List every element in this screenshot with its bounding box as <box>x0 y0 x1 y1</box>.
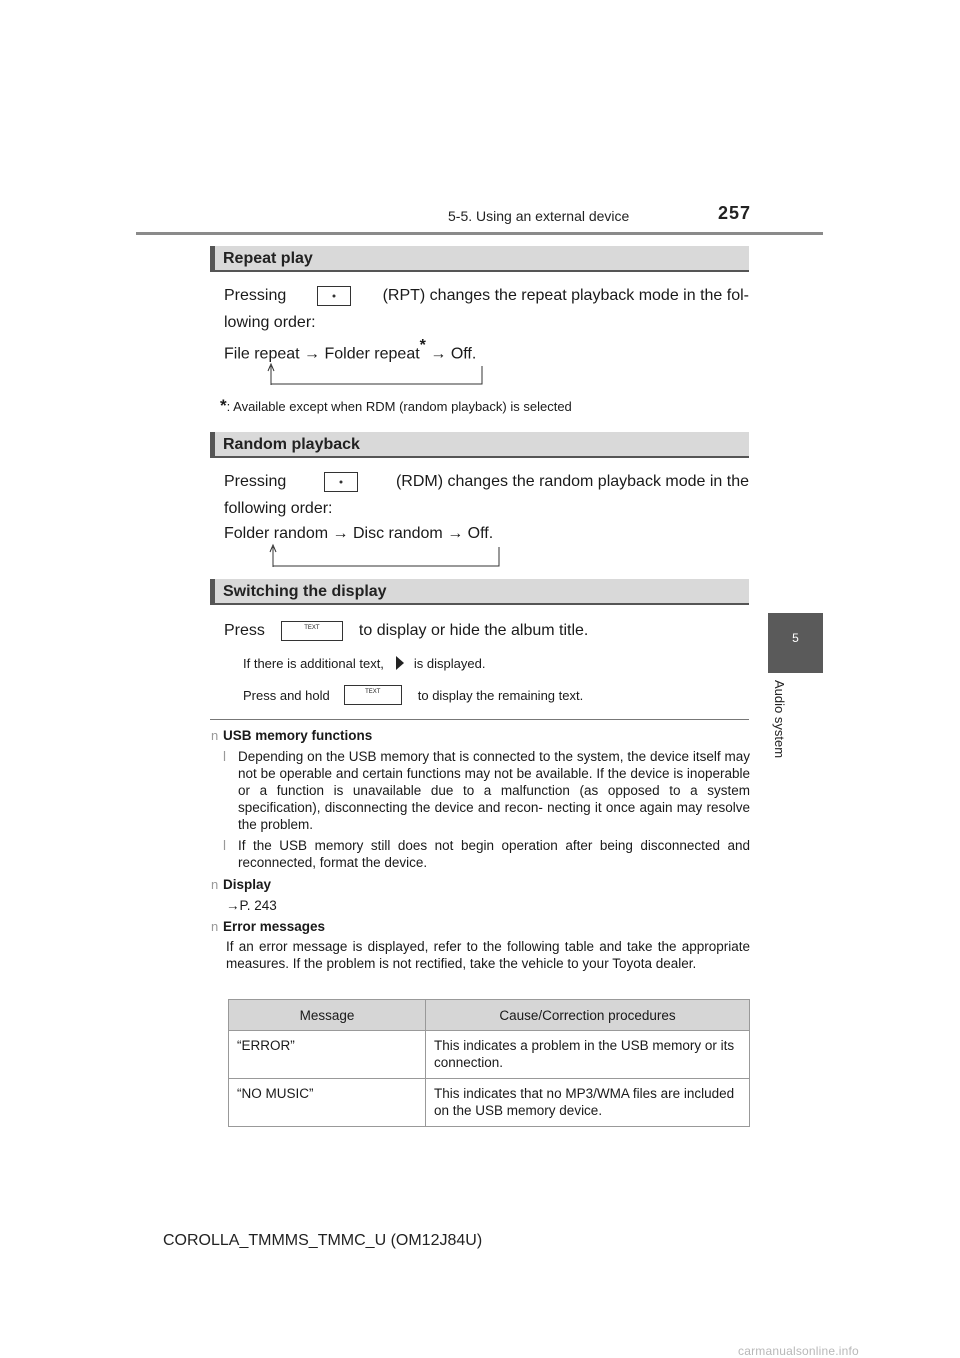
chapter-label: Audio system <box>772 680 787 759</box>
bullet-icon: l <box>223 749 226 764</box>
repeat-play-text: Pressing (RPT) changes the repeat playback mode in the fol- lowing order: File repeat → Folder repeat* → Off. <box>224 287 749 363</box>
bullet-icon: n <box>211 877 219 892</box>
chapter-tab <box>768 613 823 673</box>
bullet-icon: l <box>223 838 226 853</box>
cause-cell: This indicates that no MP3/WMA files are included on the USB memory device. <box>426 1079 750 1127</box>
notes-divider <box>210 719 749 720</box>
header-rule <box>136 232 823 235</box>
table-header-row <box>229 1000 750 1031</box>
switching-display-text: Press TEXT to display or hide the album title. <box>224 622 589 639</box>
play-arrow-icon <box>388 654 410 672</box>
repeat-footnote: *: Available except when RDM (random playback) is selected <box>220 396 572 415</box>
arrow-icon: → <box>430 345 447 363</box>
table-row <box>229 1079 750 1127</box>
header-message: Message <box>229 1000 426 1031</box>
cause-cell: This indicates a problem in the USB memory or its connection. <box>426 1031 750 1079</box>
arrow-icon: → <box>304 345 321 363</box>
switching-display-heading: Switching the display <box>210 579 749 605</box>
message-cell: “NO MUSIC” <box>229 1079 426 1127</box>
page-number: 257 <box>718 203 752 223</box>
rpt-button-icon <box>317 286 351 306</box>
notes-section: n USB memory functions l Depending on the USB memory that is connected to the system, the device itself may not be operable and certain functions may not be available. If the device is inoperable or a function is unavailable due to a malfunction (as opposed to a system specification), disconnecting the device and recon- necting it once again may resolve the problem. l If the USB memory still does not begin operation after being disconnected and reconnected, format the device. n Display →P. 243 n Error messages If an error message is displayed, refer to the following table and take the appropriate measures. If the problem is not rectified, take the vehicle to your Toyota dealer. <box>211 728 750 971</box>
text-button-icon: TEXT <box>281 621 343 641</box>
rdm-button-icon <box>324 472 358 492</box>
document-id: COROLLA_TMMMS_TMMC_U (OM12J84U) <box>163 1232 483 1249</box>
bullet-icon: n <box>211 728 219 743</box>
arrow-icon: → <box>332 525 349 542</box>
section-title: 5-5. Using an external device <box>448 208 630 224</box>
bullet-icon: n <box>211 919 219 934</box>
repeat-loop-arrow <box>266 362 488 386</box>
watermark: carmanualsonline.info <box>738 1344 859 1358</box>
arrow-icon: → <box>447 525 464 542</box>
random-loop-arrow <box>268 543 504 569</box>
random-playback-heading: Random playback <box>210 432 749 458</box>
text-button-icon: TEXT <box>344 685 402 705</box>
table-row <box>229 1031 750 1079</box>
message-cell: “ERROR” <box>229 1031 426 1079</box>
error-messages-table <box>228 999 750 1127</box>
chapter-number: 5 <box>792 631 799 645</box>
header-cause: Cause/Correction procedures <box>426 1000 750 1031</box>
random-playback-text: Pressing (RDM) changes the random playback mode in the following order: Folder random → Disc random → Off. <box>224 473 749 542</box>
hold-text-info: Press and hold TEXT to display the remaining text. <box>243 685 583 705</box>
repeat-play-heading: Repeat play <box>210 246 749 272</box>
additional-text-info: If there is additional text, is displayed. <box>243 655 486 671</box>
